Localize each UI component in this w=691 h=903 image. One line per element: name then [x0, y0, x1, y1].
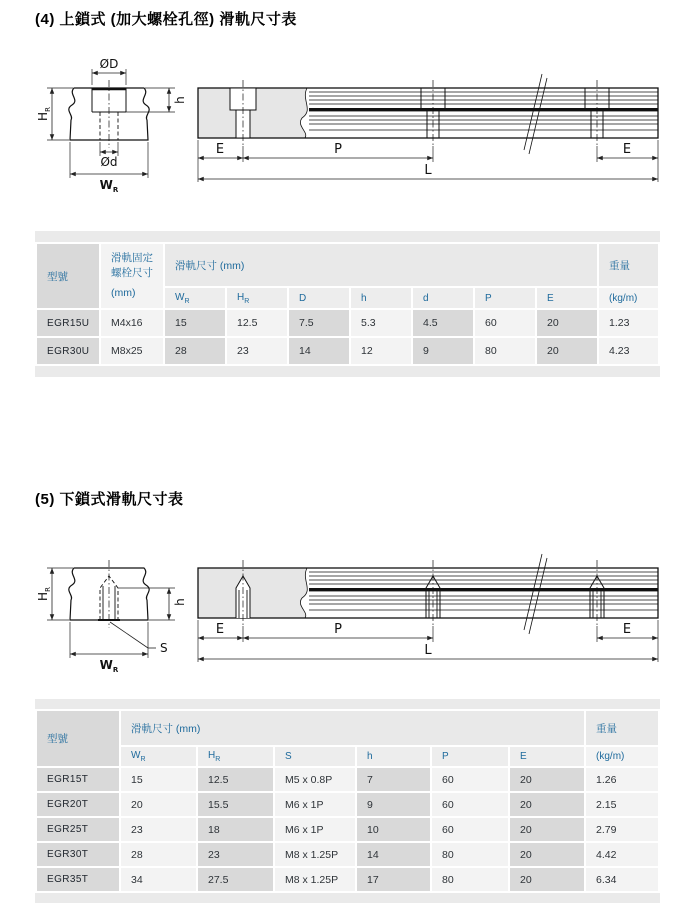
- value-cell: 17: [357, 868, 430, 891]
- dim-label-OD: ØD: [99, 57, 119, 71]
- header-row-group: [37, 711, 658, 745]
- col-header-h: h: [357, 747, 430, 766]
- model-cell: EGR30T: [37, 843, 119, 866]
- value-cell: 20: [537, 338, 597, 364]
- rail-dimension-table-lower: [35, 699, 660, 903]
- value-cell: 12.5: [227, 310, 287, 336]
- value-cell: 80: [432, 868, 508, 891]
- model-cell: EGR35T: [37, 868, 119, 891]
- value-cell: 7: [357, 768, 430, 791]
- rail-cross-section-diagram-upper: [34, 56, 190, 202]
- dim-label-E-left: E: [215, 622, 225, 637]
- col-header-weight-unit: (kg/m): [586, 747, 658, 766]
- value-cell: 20: [510, 793, 584, 816]
- value-cell: 20: [510, 768, 584, 791]
- model-cell: EGR30U: [37, 338, 99, 364]
- value-cell: M4x16: [101, 310, 163, 336]
- table-bottom-band: [35, 366, 660, 377]
- dim-label-WR: $W_R$: [99, 178, 119, 194]
- value-cell: 60: [432, 793, 508, 816]
- col-header-p: P: [475, 288, 535, 308]
- table-row: [37, 843, 658, 866]
- col-header-wr: $W_R$: [165, 288, 225, 308]
- col-header-hr: $H_R$: [227, 288, 287, 308]
- rail-side-view-diagram-upper: [190, 58, 675, 193]
- value-cell: 14: [289, 338, 349, 364]
- rail-end-face: [198, 568, 307, 618]
- value-cell: M8 x 1.25P: [275, 843, 355, 866]
- col-header-bolt-size: [101, 244, 163, 308]
- value-cell: 9: [413, 338, 473, 364]
- col-header-rail-dimensions: 滑軌尺寸 (mm): [121, 711, 584, 745]
- dim-label-h: h: [173, 598, 187, 606]
- value-cell: 15.5: [198, 793, 273, 816]
- value-cell: 10: [357, 818, 430, 841]
- dim-label-h: h: [173, 96, 187, 104]
- col-header-e: E: [510, 747, 584, 766]
- rail-groove-band: [309, 588, 658, 591]
- col-header-rail-dimensions: 滑軌尺寸 (mm): [165, 244, 597, 286]
- value-cell: 4.42: [586, 843, 658, 866]
- header-row-group: [37, 244, 658, 286]
- rail-side-view-diagram-lower: [190, 538, 675, 673]
- section-4-title: (4) 上鎖式 (加大螺栓孔徑) 滑軌尺寸表: [35, 11, 297, 28]
- dim-label-L: L: [424, 643, 432, 658]
- value-cell: 20: [510, 868, 584, 891]
- table-row: [37, 793, 658, 816]
- value-cell: 2.79: [586, 818, 658, 841]
- value-cell: 4.23: [599, 338, 658, 364]
- table-row: [37, 768, 658, 791]
- dim-label-E-right: E: [622, 142, 632, 157]
- value-cell: 12.5: [198, 768, 273, 791]
- value-cell: 1.23: [599, 310, 658, 336]
- model-cell: EGR20T: [37, 793, 119, 816]
- value-cell: 28: [165, 338, 225, 364]
- value-cell: 2.15: [586, 793, 658, 816]
- col-header-p: P: [432, 747, 508, 766]
- value-cell: M6 x 1P: [275, 793, 355, 816]
- value-cell: 20: [537, 310, 597, 336]
- dim-label-L: L: [424, 163, 432, 178]
- dim-label-P: P: [334, 142, 342, 157]
- dim-label-S: S: [160, 641, 168, 655]
- col-header-weight: 重量: [586, 711, 658, 745]
- col-header-e: E: [537, 288, 597, 308]
- dim-label-Od: Ød: [100, 155, 118, 169]
- rail-cross-section-diagram-lower: [34, 536, 190, 682]
- value-cell: 20: [121, 793, 196, 816]
- col-header-bolt-line: (mm): [111, 287, 136, 299]
- col-header-d: d: [413, 288, 473, 308]
- col-header-model: 型號: [37, 244, 99, 308]
- value-cell: 4.5: [413, 310, 473, 336]
- value-cell: 18: [198, 818, 273, 841]
- col-header-d: D: [289, 288, 349, 308]
- value-cell: M6 x 1P: [275, 818, 355, 841]
- spec-table: [35, 242, 660, 366]
- rail-dimension-table-upper: [35, 231, 660, 377]
- value-cell: 9: [357, 793, 430, 816]
- table-top-band: [35, 699, 660, 709]
- col-header-s: S: [275, 747, 355, 766]
- model-cell: EGR25T: [37, 818, 119, 841]
- value-cell: 12: [351, 338, 411, 364]
- col-header-model: 型號: [37, 711, 119, 766]
- col-header-weight-unit: (kg/m): [599, 288, 658, 308]
- table-row: [37, 818, 658, 841]
- value-cell: 20: [510, 818, 584, 841]
- value-cell: 1.26: [586, 768, 658, 791]
- table-row: [37, 338, 658, 364]
- model-cell: EGR15T: [37, 768, 119, 791]
- model-cell: EGR15U: [37, 310, 99, 336]
- col-header-bolt-line: 滑軌固定: [111, 252, 153, 264]
- value-cell: 23: [227, 338, 287, 364]
- col-header-bolt-line: 螺栓尺寸: [111, 267, 153, 279]
- value-cell: 34: [121, 868, 196, 891]
- value-cell: 6.34: [586, 868, 658, 891]
- value-cell: 80: [432, 843, 508, 866]
- dim-label-E-right: E: [622, 622, 632, 637]
- value-cell: 80: [475, 338, 535, 364]
- col-header-wr: $W_R$: [121, 747, 196, 766]
- value-cell: 20: [510, 843, 584, 866]
- value-cell: 27.5: [198, 868, 273, 891]
- dim-label-HR: $H_R$: [36, 107, 52, 121]
- value-cell: M8 x 1.25P: [275, 868, 355, 891]
- col-header-h: h: [351, 288, 411, 308]
- dim-label-E-left: E: [215, 142, 225, 157]
- dim-label-WR: $W_R$: [99, 658, 119, 674]
- value-cell: 23: [198, 843, 273, 866]
- dim-label-P: P: [334, 622, 342, 637]
- table-row: [37, 868, 658, 891]
- value-cell: 7.5: [289, 310, 349, 336]
- col-header-weight: 重量: [599, 244, 658, 286]
- value-cell: M5 x 0.8P: [275, 768, 355, 791]
- col-header-hr: $H_R$: [198, 747, 273, 766]
- header-row-sub: [37, 747, 658, 766]
- value-cell: 60: [475, 310, 535, 336]
- value-cell: 28: [121, 843, 196, 866]
- dim-label-HR: $H_R$: [36, 587, 52, 601]
- spec-table: [35, 709, 660, 893]
- table-row: [37, 310, 658, 336]
- value-cell: 14: [357, 843, 430, 866]
- value-cell: 15: [165, 310, 225, 336]
- value-cell: 15: [121, 768, 196, 791]
- section-5-title: (5) 下鎖式滑軌尺寸表: [35, 491, 184, 508]
- value-cell: 5.3: [351, 310, 411, 336]
- value-cell: 60: [432, 818, 508, 841]
- value-cell: 23: [121, 818, 196, 841]
- table-top-band: [35, 231, 660, 242]
- value-cell: M8x25: [101, 338, 163, 364]
- value-cell: 60: [432, 768, 508, 791]
